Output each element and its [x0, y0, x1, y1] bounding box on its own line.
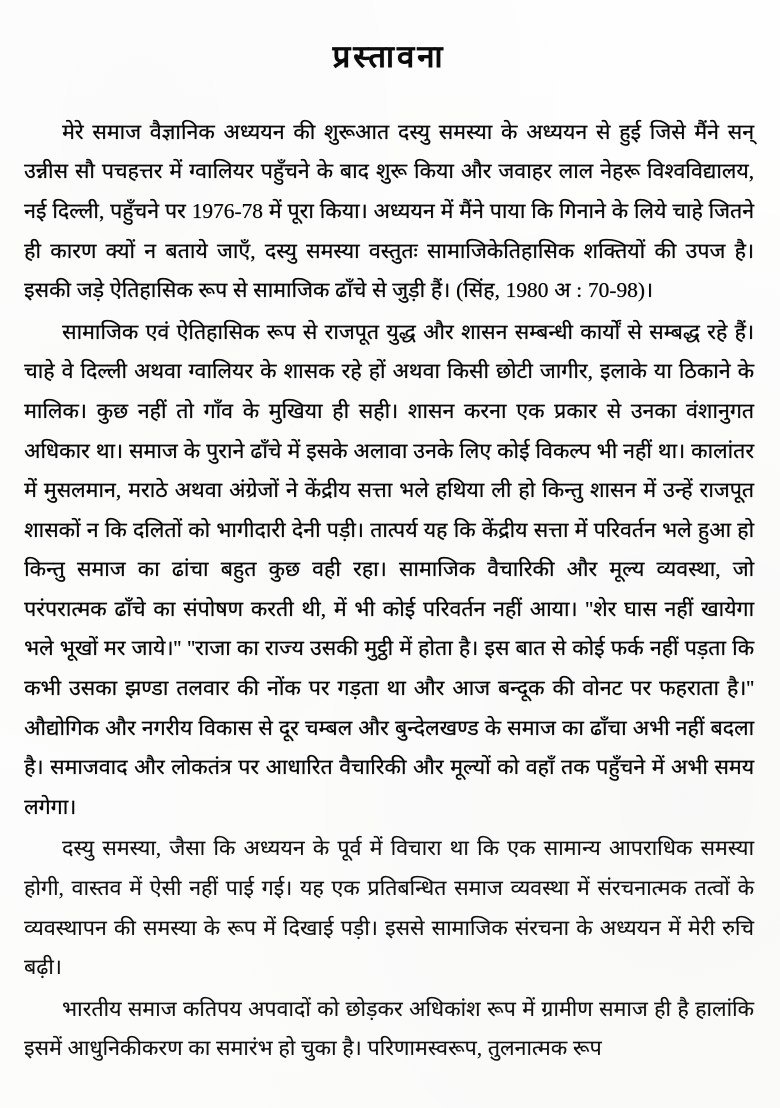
paragraph-4: भारतीय समाज कतिपय अपवादों को छोड़कर अधिकांश रूप में ग्रामीण समाज ही है हालांकि इसमें आधुनिकीकरण का समारंभ हो चुका है। परिणामस्वरूप, तुलनात्मक रूप [24, 996, 754, 1061]
page-title: प्रस्तावना [332, 39, 446, 74]
paragraph-2: सामाजिक एवं ऐतिहासिक रूप से राजपूत युद्ध और शासन सम्बन्धी कार्यों से सम्बद्ध रहे हैं। चाहे वे दिल्ली अथवा ग्वालियर के शासक रहे हों अथवा किसी छोटी जागीर, इलाके या ठिकाने के मालिक। कुछ नहीं तो गाँव के मुखिया ही सही। शासन करना एक प्रकार से उनका वंशानुगत अधिकार था। समाज के पुराने ढाँचे में इसके अलावा उनके लिए कोई विकल्प भी नहीं था। कालांतर में मुसलमान, मराठे अथवा अंग्रेजों ने केंद्रीय सत्ता भले हथिया ली हो किन्तु शासन में उन्हें राजपूत शासकों न कि दलितों को भागीदारी देनी पड़ी। तात्पर्य यह कि केंद्रीय सत्ता में परिवर्तन भले हुआ हो किन्तु समाज का ढांचा बहुत कुछ वही रहा। सामाजिक वैचारिकी और मूल्य व्यवस्था, जो परंपरात्मक ढाँचे का संपोषण करती थी, में भी कोई परिवर्तन नहीं आया। ''शेर घास नहीं खायेगा भले भूखों मर जाये।'' ''राजा का राज्य उसकी मुट्ठी में होता है। इस बात से कोई फर्क नहीं पड़ता कि कभी उसका झण्डा तलवार की नोंक पर गड़ता था और आज बन्दूक की वोनट पर फहराता है।'' औद्योगिक और नगरीय विकास से दूर चम्बल और बुन्देलखण्ड के समाज का ढाँचा अभी नहीं बदला है। समाजवाद और लोकतंत्र पर आधारित वैचारिकी और मूल्यों को वहाँ तक पहुँचने में अभी समय लगेगा। [24, 319, 755, 819]
paragraph-1: मेरे समाज वैज्ञानिक अध्ययन की शुरूआत दस्यु समस्या के अध्ययन से हुई जिसे मैंने सन् उन्नीस सौ पचहत्तर में ग्वालियर पहुँचने के बाद शुरू किया और जवाहर लाल नेहरू विश्वविद्यालय, नई दिल्ली, पहुँचने पर 1976-78 में पूरा किया। अध्ययन में मैंने पाया कि गिनाने के लिये चाहे जितने ही कारण क्यों न बताये जाएँ, दस्यु समस्या वस्तुतः सामाजिकेतिहासिक शक्तियों की उपज है। इसकी जड़े ऐतिहासिक रूप से सामाजिक ढाँचे से जुड़ी हैं। (सिंह, 1980 अ : 70-98)। [24, 119, 754, 303]
paragraph-3: दस्यु समस्या, जैसा कि अध्ययन के पूर्व में विचारा था कि एक सामान्य आपराधिक समस्या होगी, वास्तव में ऐसी नहीं पाई गई। यह एक प्रतिबन्धित समाज व्यवस्था में संरचनात्मक तत्वों के व्यवस्थापन की समस्या के रूप में दिखाई पड़ी। इससे सामाजिक संरचना के अध्ययन में मेरी रुचि बढ़ी। [24, 836, 754, 980]
body-text-block [24, 113, 754, 1069]
